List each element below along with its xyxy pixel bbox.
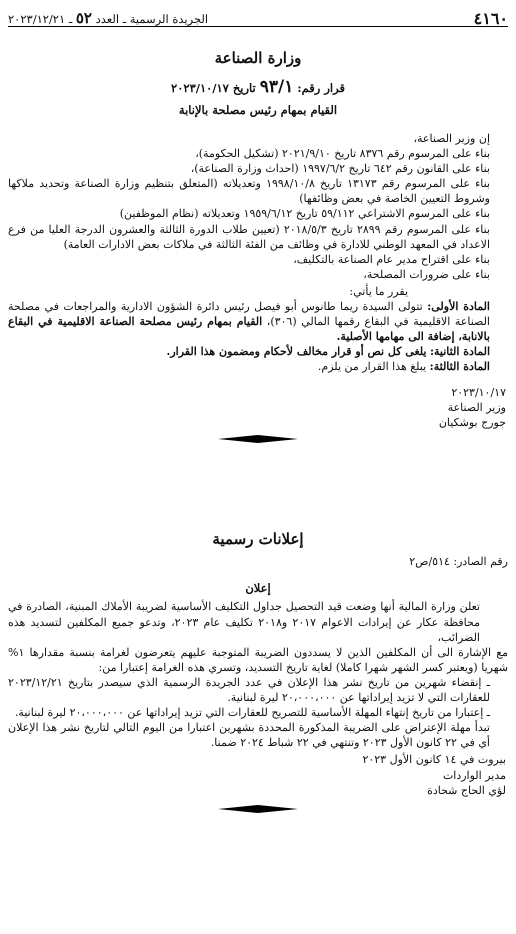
- signature-name: جورج بوشكيان: [438, 416, 506, 430]
- divider-ornament-icon: [218, 804, 298, 814]
- decision-signature: [8, 385, 508, 431]
- preamble-line: بناء على ضرورات المصلحة،: [363, 267, 490, 281]
- signature-title: وزير الصناعة: [447, 400, 506, 414]
- decision-prefix: قرار رقم:: [297, 81, 345, 95]
- decision-date: تاريخ ٢٠٢٣/١٠/١٧: [171, 81, 256, 95]
- ministry-title: وزارة الصناعة: [214, 49, 302, 67]
- decision-subject: القيام بمهام رئيس مصلحة بالإنابة: [178, 103, 338, 117]
- article-1: [8, 299, 508, 344]
- issue-info: [8, 11, 208, 26]
- decision-number: ٩٣/١: [259, 77, 294, 97]
- preamble-line: بناء على المرسوم رقم ٢٨٩٩ تاريخ ٢٠١٨/٥/٣ (تعيين طلاب الدورة الثالثة والعشرون الدرجة العليا من فرع الاعداد في المعهد الوطني للادارة في وظائف من الفئة الثالثة في ملاكات بعض الادارات العامة): [8, 222, 490, 251]
- article-2: [8, 344, 508, 359]
- divider-ornament-icon: [218, 434, 298, 444]
- announcement-paragraph: تبدأ مهلة الإعتراض على الضريبة المذكورة المحددة بشهرين اعتبارا من اليوم التالي لتاريخ نشر هذا الإعلان أي في ٢٢ كانون الأول ٢٠٢٣ وتنتهي في ٢٢ شباط ٢٠٢٤ ضمنا.: [8, 721, 490, 750]
- section-divider: [8, 434, 508, 444]
- section-divider: [8, 804, 508, 814]
- announcement-heading: إعلان: [245, 581, 271, 596]
- announcement-ref: رقم الصادر: ٥١٤/ص٢: [409, 555, 508, 569]
- article-1-bold: القيام بمهام رئيس مصلحة الصناعة الاقليمية في البقاع بالانابة، إضافة الى مهامها الأصلية.: [8, 315, 490, 344]
- article-2-label: المادة الثانية:: [429, 345, 490, 359]
- issue-number: ٥٢: [75, 9, 92, 27]
- page-header: [8, 0, 508, 27]
- article-1-text: تتولى السيدة ريما طانوس أبو فيصل رئيس دائرة الشؤون الادارية والمراجعات في مصلحة الصناعة الاقليمية في البقاع رقمها المالي (٣٠٦)،: [8, 300, 490, 329]
- issue-date: ـ ٢٠٢٣/١٢/٢١: [8, 12, 73, 26]
- signature-title: مدير الواردات: [442, 768, 506, 782]
- announcements-title: إعلانات رسمية: [212, 530, 304, 549]
- article-1-label: المادة الأولى:: [427, 300, 490, 314]
- announcement-paragraph: ـ إنقضاء شهرين من تاريخ نشر هذا الإعلان في عدد الجريدة الرسمية الذي سيصدر بتاريخ ٢٠٢٣/١٢/٢١ للعقارات التي لا تزيد إيراداتها عن ٢٠،٠٠٠،٠٠٠ ليرة لبنانية.: [8, 675, 490, 705]
- resolves-line: يقرر ما يأتي:: [349, 284, 408, 298]
- announcement-paragraph: تعلن وزارة المالية أنها وضعت قيد التحصيل جداول التكليف الأساسية لضريبة الأملاك المبنية، الصادرة في محافظة عكار عن إيرادات الاعوام ٢٠١٧ و٢٠١٨ تكليف عام ٢٠٢٣، وتدعو جميع المكلفين لتسديد هذه الضرائب،: [8, 600, 481, 644]
- page-number: ٤١٦٠: [473, 9, 508, 28]
- preamble-line: إن وزير الصناعة،: [413, 132, 490, 145]
- preamble-line: بناء على المرسوم رقم ٨٣٧٦ تاريخ ٢٠٢١/٩/١٠ (تشكيل الحكومة)،: [195, 147, 490, 161]
- decision-number-line: [8, 77, 508, 97]
- article-3: [8, 359, 508, 374]
- signature-place-date: بيروت في ١٤ كانون الأول ٢٠٢٣: [362, 753, 506, 767]
- announcement-signature: [8, 752, 508, 798]
- announcement-paragraph: ـ إعتبارا من تاريخ إنتهاء المهلة الأساسية للتصريح للعقارات التي تزيد إيراداتها عن ٢٠،٠٠٠،٠٠٠ ليرة لبنانية.: [14, 706, 490, 720]
- article-2-text: يلغى كل نص أو قرار مخالف لأحكام ومضمون هذا القرار.: [166, 345, 427, 359]
- preamble-line: بناء على القانون رقم ٦٤٢ تاريخ ١٩٩٧/٦/٢ (احداث وزارة الصناعة)،: [190, 162, 490, 176]
- article-3-label: المادة الثالثة:: [429, 360, 490, 374]
- announcement-paragraph: مع الإشارة الى أن المكلفين الذين لا يسددون الضريبة المتوجبة عليهم يتعرضون لغرامة بنسبة مقدارها ١% شهريا (ويعتبر كسر الشهر شهرا كاملا) لغاية تاريخ التسديد، وتسري هذه الغرامة إعتبارا من:: [8, 645, 508, 674]
- preamble-line: بناء على المرسوم رقم ١٣١٧٣ تاريخ ١٩٩٨/١٠/٨ وتعديلاته (المتعلق بتنظيم وزارة الصناعة وتحديد ملاكها وشروط التعيين الخاصة في بعض وظائفها): [8, 177, 490, 206]
- signature-date: ٢٠٢٣/١٠/١٧: [451, 385, 506, 399]
- preamble-line: بناء على اقتراح مدير عام الصناعة بالتكليف،: [293, 252, 490, 266]
- signature-name: لؤي الحاج شحادة: [427, 784, 506, 798]
- preamble-line: بناء على المرسوم الاشتراعي ٥٩/١١٢ تاريخ ١٩٥٩/٦/١٢ وتعديلاته (نظام الموظفين): [119, 207, 490, 221]
- article-3-text: يبلغ هذا القرار من يلزم.: [317, 360, 427, 374]
- publication-name: الجريدة الرسمية ـ العدد: [95, 12, 209, 26]
